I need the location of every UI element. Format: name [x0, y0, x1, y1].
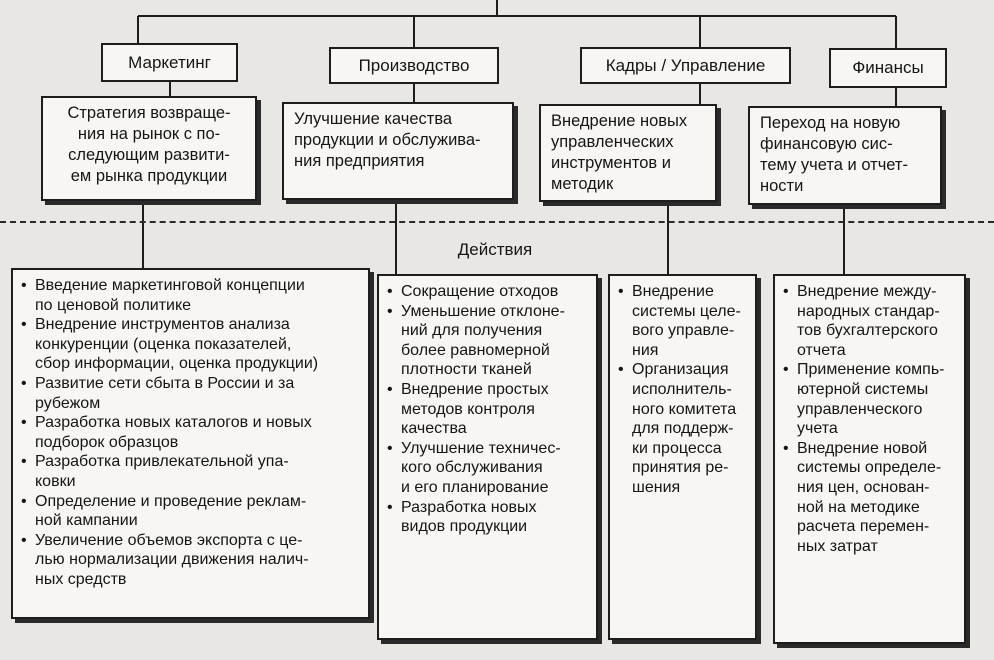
goal-line: методик	[551, 175, 614, 193]
action-item: • Улучшение техничес- кого обслуживания и его планирование	[387, 439, 590, 498]
action-item: • Введение маркетинговой концепции по ценовой политике	[21, 276, 362, 315]
goal-line: продукции и обслужива-	[294, 131, 481, 149]
action-item: • Применение компь- ютерной системы управленческого учета	[783, 360, 958, 438]
action-item: • Определение и проведение реклам- ной кампании	[21, 492, 362, 531]
goal-line: Стратегия возвраще-	[67, 104, 231, 122]
goal-line: ем рынка продукции	[70, 167, 228, 185]
category-marketing-label: Маркетинг	[128, 52, 211, 72]
goal-marketing	[41, 96, 257, 201]
dashed-divider	[0, 221, 994, 223]
action-item: • Внедрение новой системы определе- ния цен, основан- ной на методике расчета перемен- ных затрат	[783, 439, 958, 557]
goal-line: Внедрение новых	[551, 112, 688, 130]
action-item: • Разработка новых каталогов и новых подборок образцов	[21, 413, 362, 452]
category-marketing	[101, 43, 238, 82]
goal-line: Улучшение качества	[294, 110, 453, 128]
goal-line: Переход на новую	[760, 114, 901, 132]
action-item: • Сокращение отходов	[387, 282, 590, 302]
category-personnel	[580, 47, 791, 84]
action-list	[21, 276, 362, 590]
goal-personnel	[539, 104, 717, 202]
goal-line: следующим развити-	[68, 146, 230, 164]
action-item: • Уменьшение отклоне- ний для получения более равномерной плотности тканей	[387, 302, 590, 380]
action-list	[387, 282, 590, 537]
goal-finance	[748, 106, 942, 205]
goal-line: управленческих	[551, 133, 674, 151]
goal-line: финансовую сис-	[760, 135, 893, 153]
action-item: • Увеличение объемов экспорта с це- лью нормализации движения налич- ных средств	[21, 531, 362, 590]
goal-line: ния предприятия	[294, 152, 425, 170]
actions-marketing	[11, 268, 370, 619]
goal-production	[282, 102, 514, 200]
category-production	[329, 47, 499, 84]
actions-production	[377, 274, 598, 640]
category-finance	[829, 48, 947, 88]
action-item: • Внедрение системы целе- вого управле- ния	[618, 282, 749, 360]
actions-heading: Действия	[457, 240, 533, 259]
action-item: • Разработка новых видов продукции	[387, 498, 590, 537]
goal-line: инструментов и	[551, 154, 671, 172]
action-list	[618, 282, 749, 498]
actions-personnel	[608, 274, 757, 640]
action-item: • Организация исполнитель- ного комитета для поддерж- ки процесса принятия ре- шения	[618, 360, 749, 497]
goal-line: тему учета и отчет-	[760, 156, 908, 174]
category-finance-label: Финансы	[852, 58, 924, 77]
category-production-label: Производство	[358, 55, 470, 75]
action-item: • Разработка привлекательной упа- ковки	[21, 452, 362, 491]
actions-finance	[773, 274, 966, 644]
action-item: • Внедрение простых методов контроля качества	[387, 380, 590, 439]
action-item: • Внедрение инструментов анализа конкуренции (оценка показателей, сбор информации, оценка продукции)	[21, 315, 362, 374]
action-item: • Внедрение между- народных стандар- тов бухгалтерского отчета	[783, 282, 958, 360]
goal-line: ности	[760, 177, 804, 195]
category-personnel-label: Кадры / Управление	[605, 55, 766, 75]
goal-line: ния на рынок с по-	[77, 125, 221, 143]
action-item: • Развитие сети сбыта в России и за рубежом	[21, 374, 362, 413]
action-list	[783, 282, 958, 556]
